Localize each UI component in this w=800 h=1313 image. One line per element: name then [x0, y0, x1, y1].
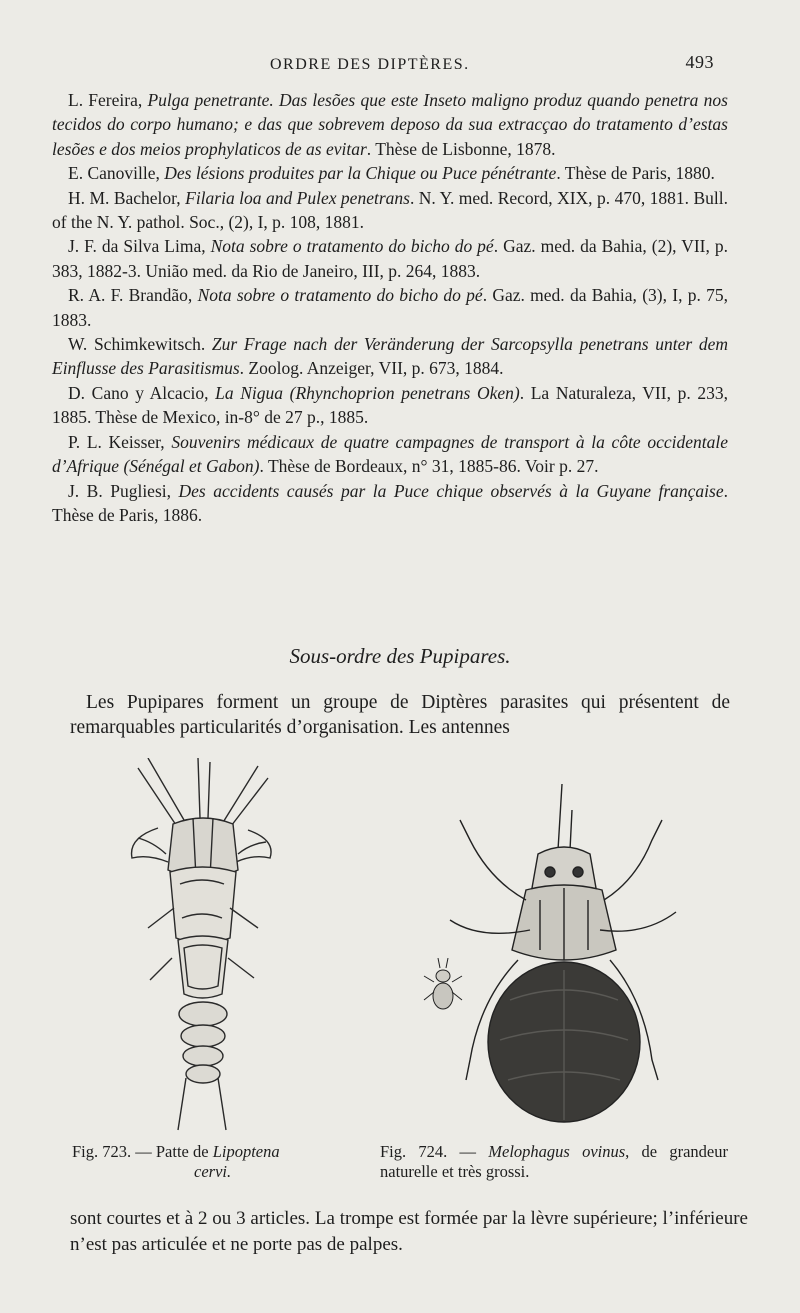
ref-author: E. Canoville, — [68, 163, 165, 184]
ref-author: W. Schimkewitsch. — [68, 334, 212, 355]
reference-entry — [52, 479, 728, 528]
lipoptena-leg-illustration — [118, 758, 288, 1138]
ref-source: . Thèse de Paris, 1886. — [52, 480, 728, 525]
caption-species: Lipoptena — [212, 1142, 280, 1161]
ref-source: . Gaz. med. da Bahia, (3), I, p. 75, 1883. — [52, 285, 729, 330]
bibliography-list — [52, 88, 728, 527]
intro-paragraph: Les Pupipares forment un groupe de Diptères parasites qui présentent de remarquables particularités d’organisation. Les antennes — [70, 692, 730, 738]
specimen-natural-size-illustration — [422, 958, 464, 1018]
ref-source: . N. Y. med. Record, XIX, p. 470, 1881. Bull. of the N. Y. pathol. Soc., (2), I, p. 108, 1881. — [52, 187, 728, 233]
figure-724-caption — [380, 1142, 728, 1182]
ref-author: L. Fereira, — [68, 90, 148, 110]
reference-entry — [52, 381, 728, 430]
reference-entry — [52, 186, 728, 235]
ref-title: La Nigua (Rhynchoprion penetrans Oken) — [215, 382, 520, 403]
ref-author: J. F. da Silva Lima, — [68, 236, 211, 257]
ref-source: . Thèse de Lisbonne, 1878. — [366, 138, 556, 159]
caption-species: Melophagus ovinus — [488, 1142, 626, 1161]
reference-entry — [52, 161, 728, 185]
page-number: 493 — [685, 52, 714, 72]
ref-title: Nota sobre o tratamento do bicho do pé — [210, 236, 494, 257]
ref-source: . La Naturaleza, VII, p. 233, 1885. Thèse de Mexico, in-8° de 27 p., 1885. — [52, 382, 729, 428]
caption-species-line2: cervi. — [194, 1162, 232, 1181]
reference-entry — [52, 283, 728, 332]
reference-entry — [52, 88, 728, 161]
ref-title: Filaria loa and Pulex penetrans — [185, 187, 410, 208]
running-header — [60, 52, 720, 82]
caption-label: Fig. 723. — Patte de — [72, 1142, 213, 1161]
ref-title: Nota sobre o tratamento do bicho do pé — [197, 285, 483, 306]
reference-entry — [52, 234, 728, 283]
section-title: Sous-ordre des Pupipares. — [289, 644, 511, 668]
ref-source: . Gaz. med. da Bahia, (2), VII, p. 383, 1882-3. União med. da Rio de Janeiro, III, p. 264, 1883. — [52, 236, 728, 281]
ref-title: Des lésions produites par la Chique ou Puce pénétrante — [164, 163, 557, 184]
ref-title: Des accidents causés par la Puce chique observés à la Guyane française — [178, 480, 724, 501]
ref-author: D. Cano y Alcacio, — [68, 382, 216, 403]
ref-title: Souvenirs médicaux de quatre campagnes de transport à la côte occidentale d’Afrique (Sénégal et Gabon) — [52, 431, 729, 477]
ref-title: Zur Frage nach der Veränderung der Sarcopsylla penetrans unter dem Einflusse des Parasitismus — [52, 334, 729, 379]
ref-source: . Thèse de Paris, 1880. — [556, 163, 715, 184]
caption-description: , de grandeur naturelle et très grossi. — [380, 1142, 729, 1181]
reference-entry — [52, 332, 728, 381]
ref-author: J. B. Pugliesi, — [68, 480, 179, 501]
ref-title: Pulga penetrante. Das lesões que este Inseto maligno produz quando penetra nos tecidos do corpo humano; e das que sobrevem deposo da sua extracçao do tratamento d’estas lesões e dos meios prophylaticos de as evitar — [52, 90, 728, 159]
melophagus-ovinus-illustration — [430, 780, 690, 1130]
reference-entry — [52, 430, 728, 479]
closing-paragraph: sont courtes et à 2 ou 3 articles. La trompe est formée par la lèvre supérieure; l’inférieure n’est pas articulée et ne porte pas de palpes. — [70, 1208, 748, 1255]
ref-author: P. L. Keisser, — [68, 431, 172, 452]
figure-723-caption — [72, 1142, 364, 1182]
ref-source: . Zoolog. Anzeiger, VII, p. 673, 1884. — [239, 358, 504, 379]
ref-author: R. A. F. Brandão, — [68, 285, 198, 306]
header-title: ORDRE DES DIPTÈRES. — [270, 56, 470, 73]
ref-author: H. M. Bachelor, — [68, 187, 186, 208]
ref-source: . Thèse de Bordeaux, n° 31, 1885-86. Voir p. 27. — [259, 456, 599, 477]
caption-label: Fig. 724. — — [380, 1142, 489, 1161]
